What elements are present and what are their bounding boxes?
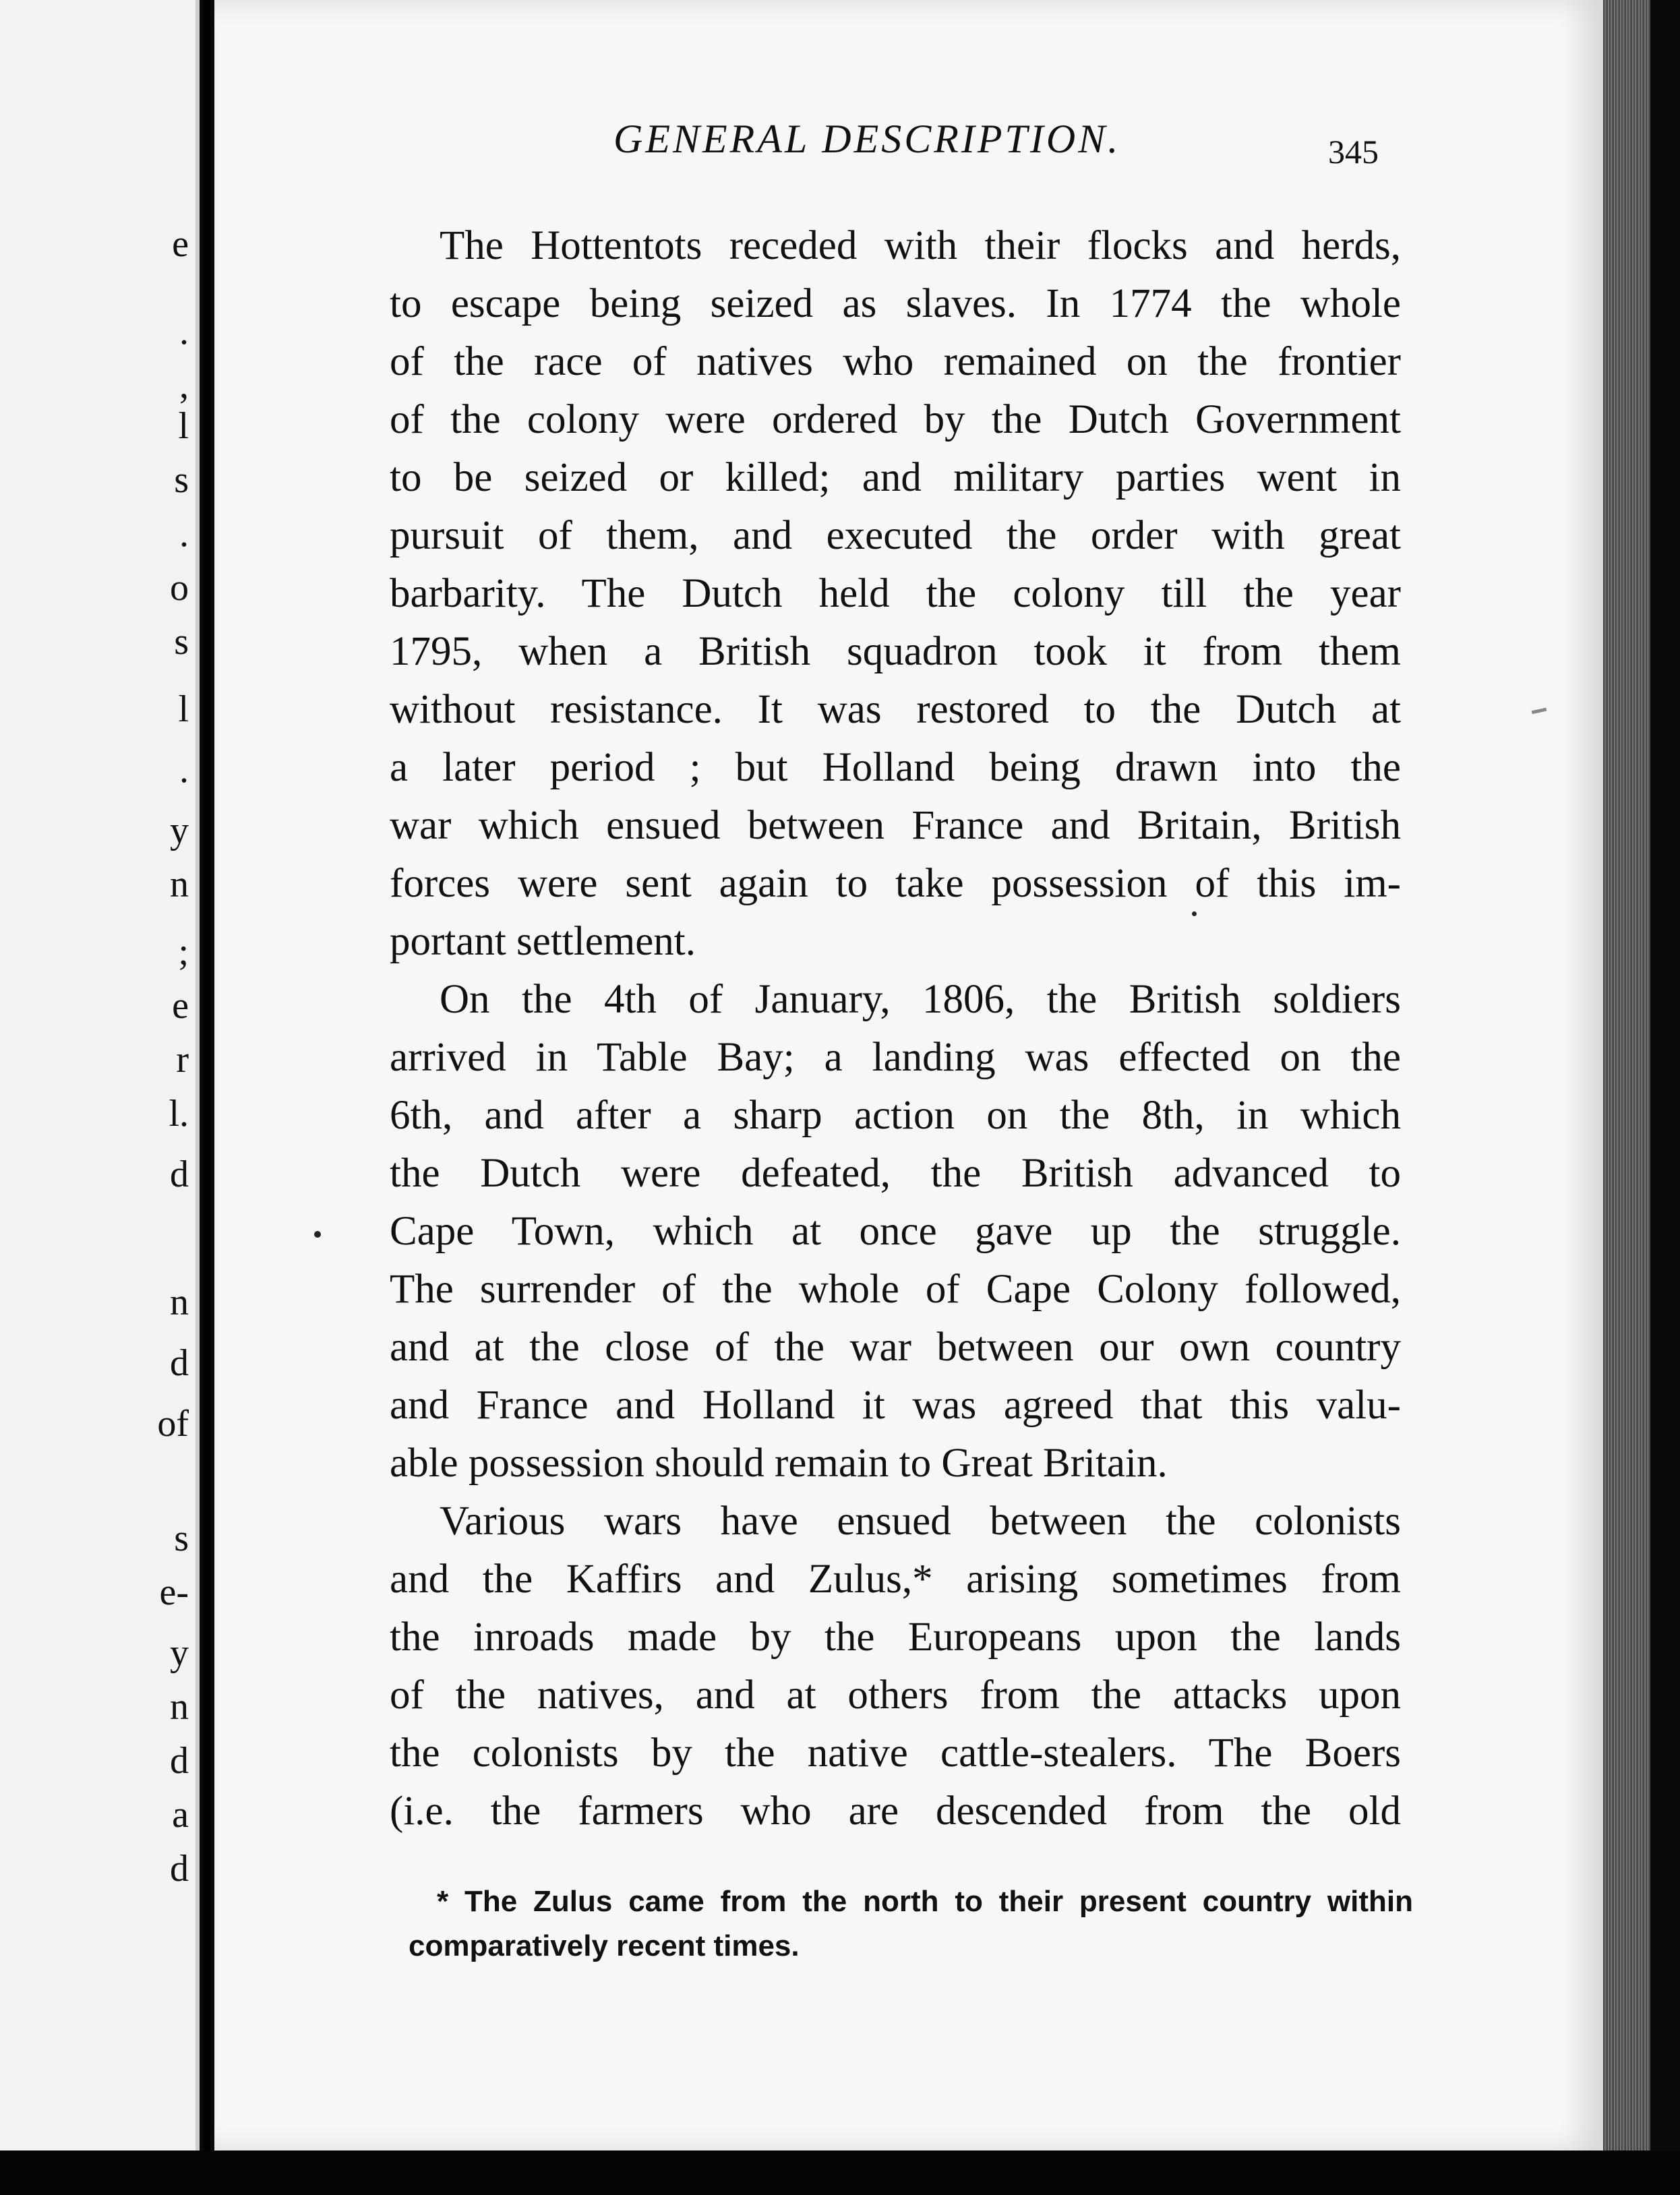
page-number: 345 [1328, 133, 1379, 171]
facing-page-char: s [174, 621, 189, 663]
facing-page-char: of [157, 1403, 189, 1445]
print-speck [314, 1231, 321, 1238]
text-line: the Dutch were defeated, the British advanced to [390, 1151, 1401, 1196]
text-line: the colonists by the native cattle-stealers. The Boers [390, 1731, 1401, 1776]
facing-page-char: n [170, 1686, 189, 1728]
facing-page-char: . [179, 513, 189, 555]
footnote [409, 1880, 1413, 1968]
text-line: arrived in Table Bay; a landing was effected on the [390, 1035, 1401, 1080]
facing-page-char: s [174, 459, 189, 501]
facing-page-char: y [170, 810, 189, 851]
facing-page-char: . [179, 311, 189, 353]
facing-page-char: n [170, 1282, 189, 1323]
scan-bottom-border [0, 2151, 1680, 2195]
text-line: and at the close of the war between our own country [390, 1325, 1401, 1370]
facing-page-char: . [179, 749, 189, 791]
text-line: forces were sent again to take possession of this im- [390, 861, 1401, 906]
facing-page-char: d [170, 1740, 189, 1782]
facing-page-char: l. [169, 1093, 189, 1135]
text-line: The Hottentots receded with their flocks and herds, [440, 223, 1401, 268]
text-line: On the 4th of January, 1806, the British soldiers [440, 977, 1401, 1022]
text-line: to be seized or killed; and military parties went in [390, 455, 1401, 500]
gutter-rule [204, 0, 210, 2195]
text-line: and the Kaffirs and Zulus,* arising sometimes from [390, 1557, 1401, 1602]
text-line: portant settlement. [390, 919, 696, 964]
text-line: Cape Town, which at once gave up the struggle. [390, 1209, 1401, 1254]
facing-page-char: d [170, 1153, 189, 1195]
facing-page-char: e [172, 985, 189, 1027]
text-line: to escape being seized as slaves. In 1774 the whole [390, 281, 1401, 326]
facing-page-char: , [179, 365, 189, 407]
facing-page-char: n [170, 864, 189, 905]
text-line: a later period ; but Holland being drawn into the [390, 745, 1401, 790]
print-speck [1192, 911, 1197, 916]
text-line: war which ensued between France and Britain, British [390, 803, 1401, 848]
text-line: barbarity. The Dutch held the colony till the year [390, 571, 1401, 616]
text-line: Various wars have ensued between the colonists [440, 1499, 1401, 1544]
facing-page-char: l [178, 688, 189, 730]
facing-page-char: d [170, 1848, 189, 1890]
facing-page-sliver [0, 0, 200, 2151]
text-line: pursuit of them, and executed the order with great [390, 513, 1401, 558]
text-line: and France and Holland it was agreed that this valu- [390, 1383, 1401, 1428]
text-line: 6th, and after a sharp action on the 8th, in which [390, 1093, 1401, 1138]
text-line: without resistance. It was restored to the Dutch at [390, 687, 1401, 732]
text-line: of the natives, and at others from the attacks upon [390, 1673, 1401, 1718]
facing-page-char: e- [159, 1571, 189, 1613]
text-line: of the colony were ordered by the Dutch Government [390, 397, 1401, 442]
body-text [390, 217, 1401, 1840]
page-edge-stack [1603, 0, 1650, 2151]
text-line: the inroads made by the Europeans upon the lands [390, 1615, 1401, 1660]
facing-page-char: a [172, 1794, 189, 1836]
text-line: 1795, when a British squadron took it from them [390, 629, 1401, 674]
facing-page-char: r [176, 1039, 189, 1081]
text-line: able possession should remain to Great Britain. [390, 1441, 1168, 1486]
facing-page-char: e [172, 223, 189, 265]
running-title: GENERAL DESCRIPTION. [613, 117, 1121, 161]
facing-page-char: y [170, 1632, 189, 1674]
facing-page-char: l [178, 405, 189, 447]
text-line: The surrender of the whole of Cape Colony followed, [390, 1267, 1401, 1312]
facing-page-char: d [170, 1342, 189, 1384]
facing-page-char: o [170, 567, 189, 609]
text-line: (i.e. the farmers who are descended from the old [390, 1788, 1401, 1834]
facing-page-char: s [174, 1517, 189, 1559]
footnote-line: comparatively recent times. [409, 1929, 800, 1962]
text-line: of the race of natives who remained on the frontier [390, 339, 1401, 384]
footnote-line: * The Zulus came from the north to their present country within [437, 1885, 1413, 1918]
facing-page-char: ; [178, 931, 189, 973]
